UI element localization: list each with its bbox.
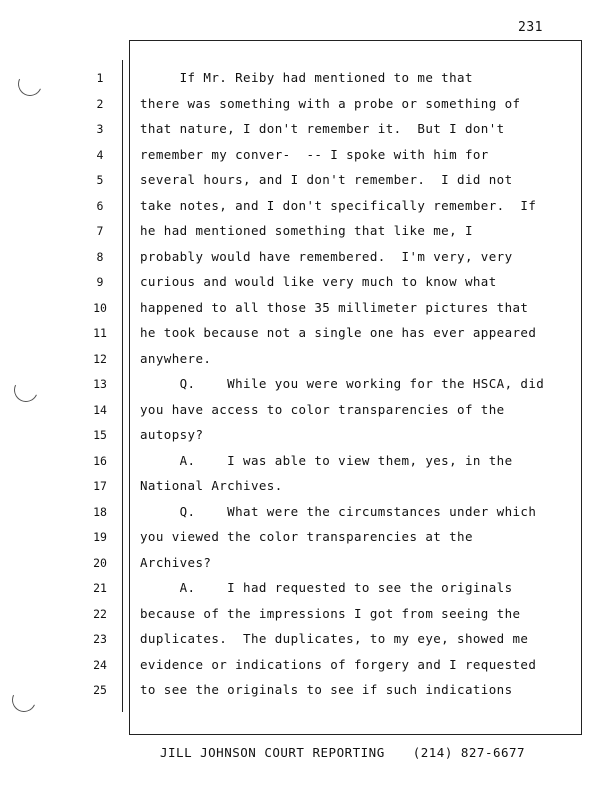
transcript-line: anywhere. [140,350,212,366]
line-number: 16 [93,453,107,468]
punch-hole-mark [15,69,46,100]
transcript-line: there was something with a probe or something of [140,95,521,111]
transcript-line: Q. What were the circumstances under which [140,503,537,519]
transcript-line: A. I was able to view them, yes, in the [140,452,513,468]
line-number: 19 [93,530,107,544]
transcript-line: several hours, and I don't remember. I did not [140,172,513,187]
transcript-line: National Archives. [140,478,283,493]
line-number: 10 [93,300,107,315]
transcript-line: you have access to color transparencies of the [140,401,505,417]
transcript-line: autopsy? [140,427,204,442]
margin-rule [122,60,123,712]
line-number: 15 [93,428,107,442]
line-number: 14 [93,402,107,417]
line-number: 9 [96,275,104,289]
transcript-line: take notes, and I don't specifically remember. If [140,197,537,213]
transcript-line: happened to all those 35 millimeter pictures that [140,299,529,315]
transcript-line: A. I had requested to see the originals [140,580,513,595]
footer [160,745,540,760]
page-number: 231 [518,20,543,35]
transcript-line: he took because not a single one has ever appeared [140,325,537,340]
line-number: 2 [96,96,104,111]
line-number: 6 [96,198,104,213]
line-number: 7 [96,224,104,238]
line-number: 21 [93,581,107,595]
transcript-line: Archives? [140,554,212,570]
line-number: 5 [96,173,104,187]
line-number: 22 [93,606,107,621]
transcript-line: If Mr. Reiby had mentioned to me that [140,70,473,85]
transcript-line: he had mentioned something that like me, I [140,223,473,238]
punch-hole-mark [9,685,40,716]
transcript-line: duplicates. The duplicates, to my eye, showed me [140,631,529,646]
transcript-line: because of the impressions I got from seeing the [140,605,521,621]
transcript-line: probably would have remembered. I'm very, very [140,248,513,264]
line-number: 13 [93,377,107,391]
footer-reporter: JILL JOHNSON COURT REPORTING [160,745,385,760]
transcript-line: that nature, I don't remember it. But I don't [140,121,505,136]
line-number: 11 [93,326,107,340]
line-number: 23 [93,632,107,646]
transcript-line: to see the originals to see if such indications [140,682,513,697]
line-number: 12 [93,351,107,366]
line-number: 20 [93,555,107,570]
line-number: 17 [93,479,107,493]
line-number: 1 [96,71,104,85]
transcript-line: remember my conver- -- I spoke with him for [140,146,489,162]
punch-hole-mark [11,375,42,406]
footer-phone: (214) 827-6677 [412,745,526,760]
transcript-line: evidence or indications of forgery and I requested [140,656,537,672]
line-number: 25 [93,683,107,697]
transcript-line: curious and would like very much to know what [140,274,497,289]
line-number: 3 [96,122,104,136]
transcript-line: Q. While you were working for the HSCA, did [140,376,545,391]
transcript-line: you viewed the color transparencies at the [140,529,473,544]
line-number: 8 [96,249,104,264]
line-number: 24 [93,657,107,672]
line-number: 18 [93,504,107,519]
line-number: 4 [96,147,104,162]
